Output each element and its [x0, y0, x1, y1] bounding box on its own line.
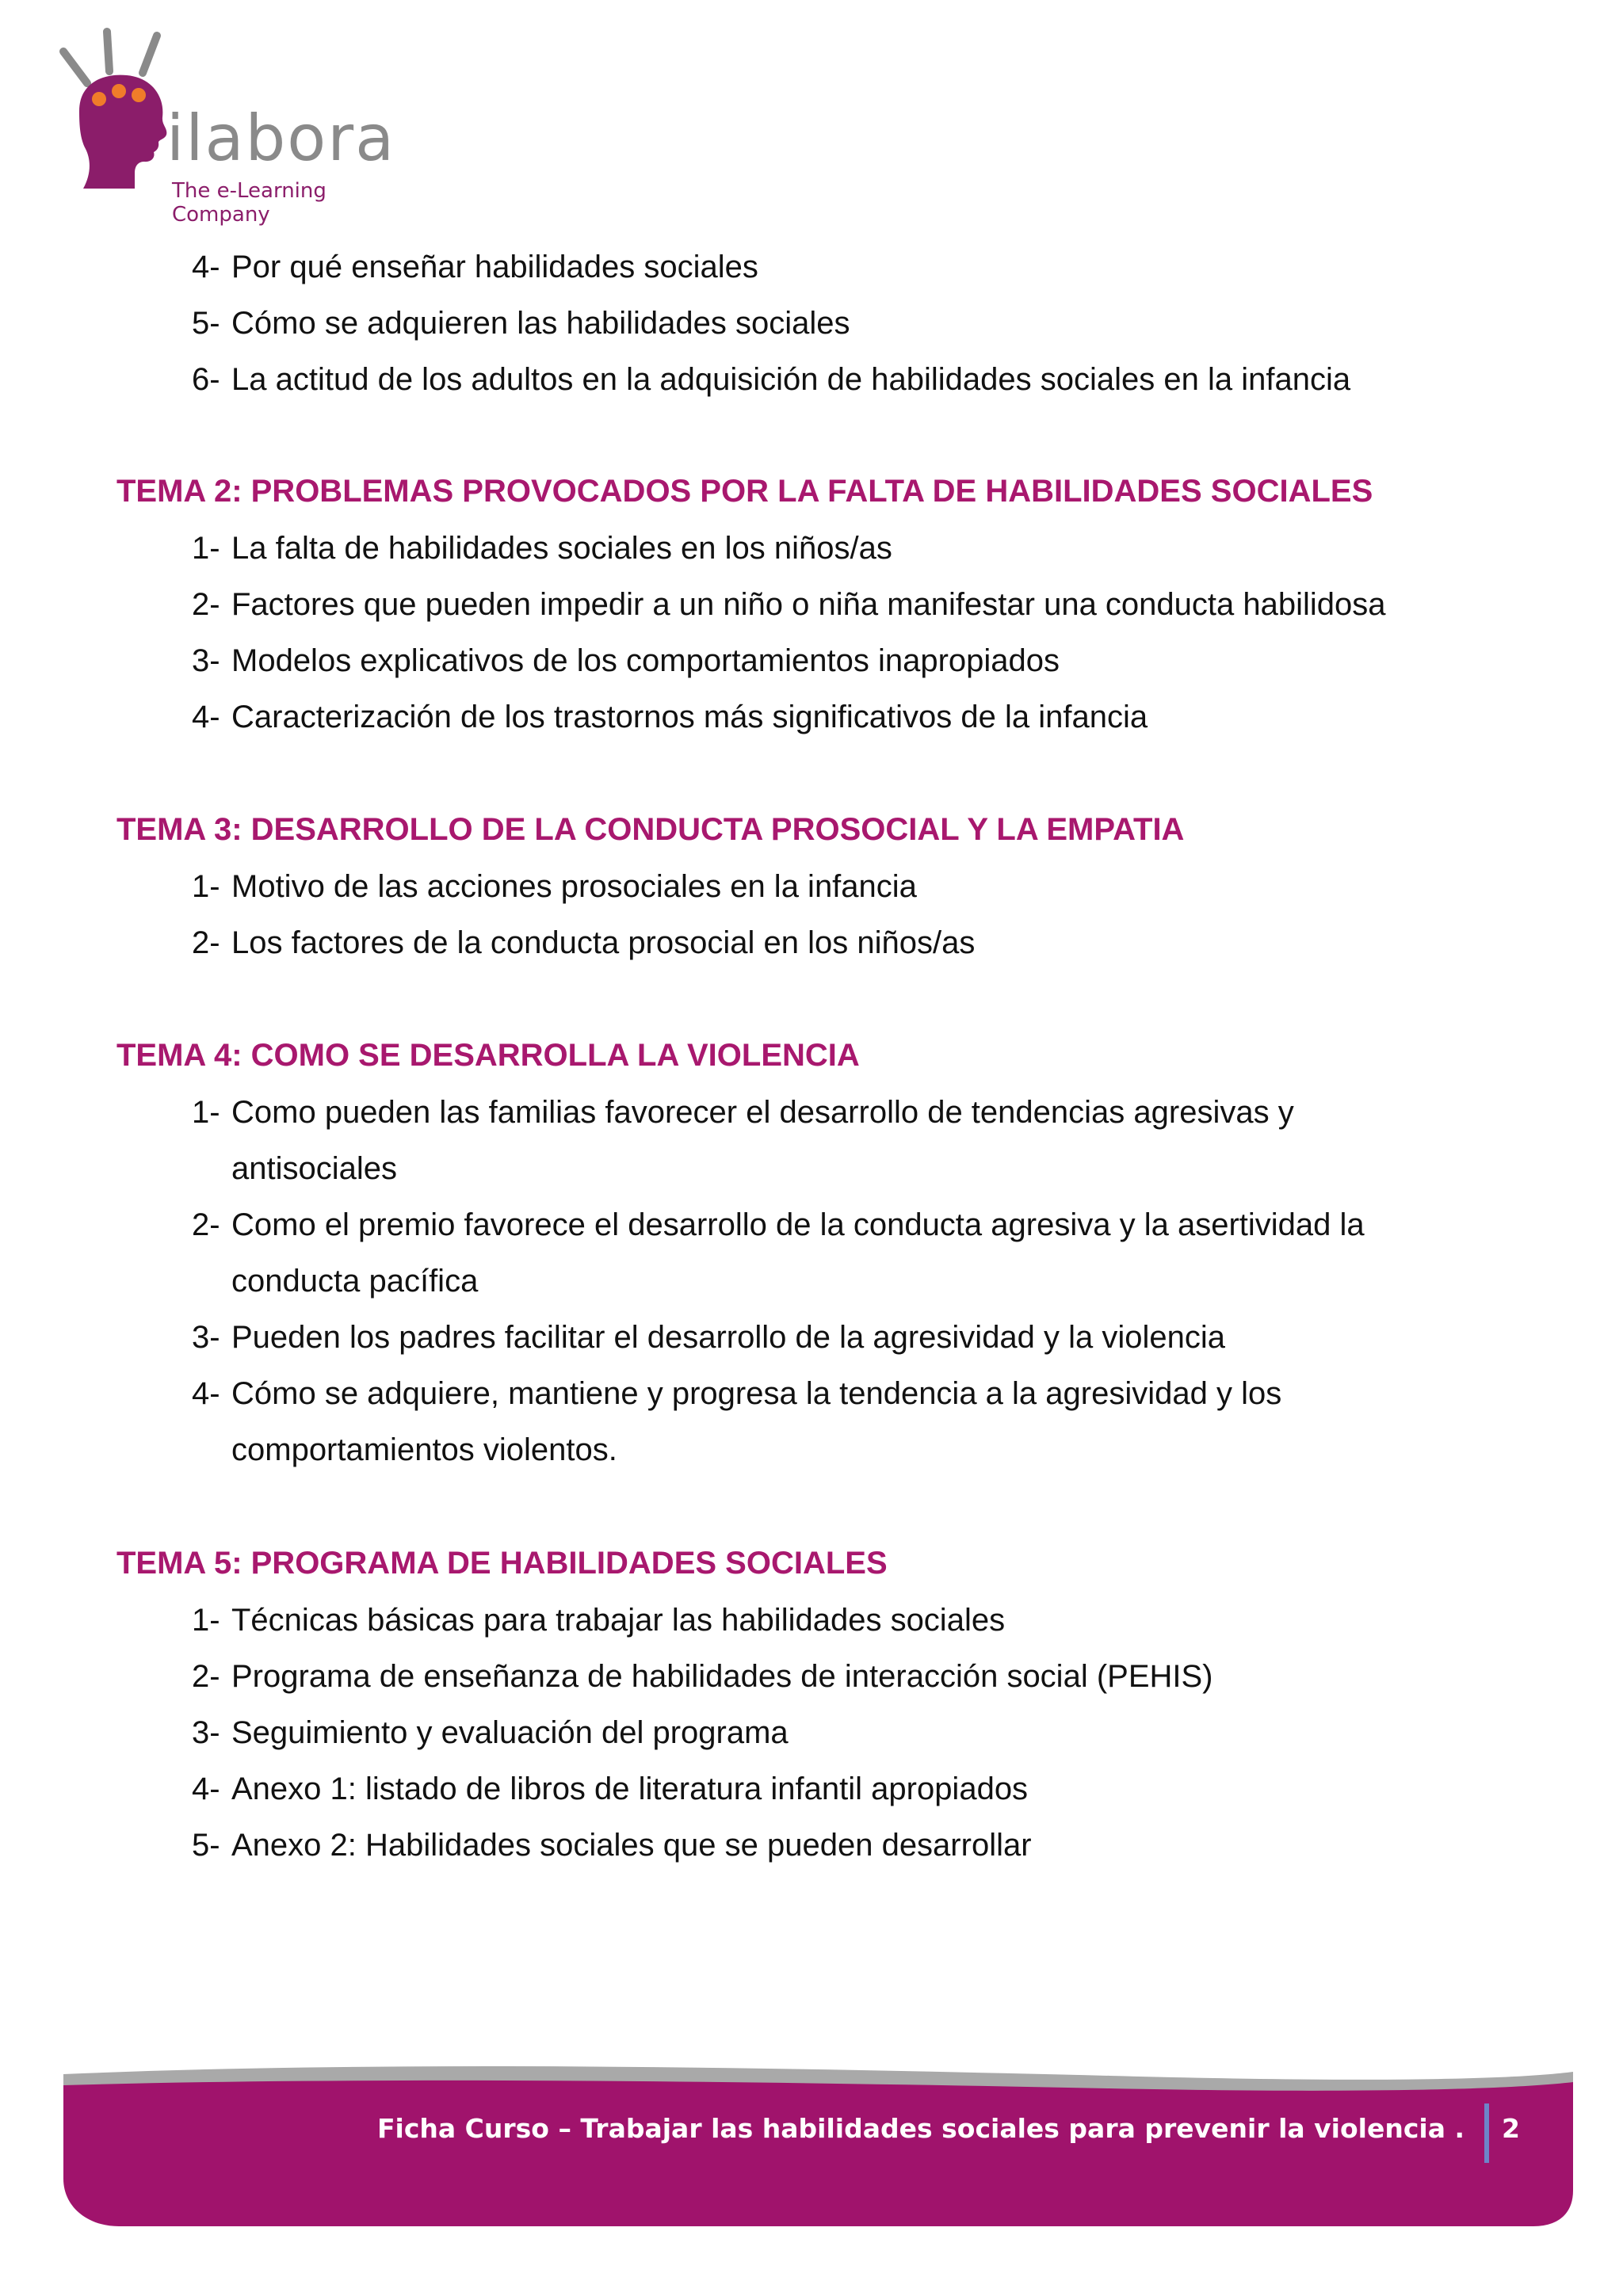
logo-wordmark: ilabora: [166, 101, 396, 175]
list-item: [192, 859, 917, 915]
list-item: [192, 1705, 789, 1761]
item-text: Anexo 1: listado de libros de literatura infantil apropiados: [231, 1772, 1029, 1806]
item-text: Cómo se adquieren las habilidades sociales: [231, 306, 850, 341]
item-text: Como el premio favorece el desarrollo de la conducta agresiva y la asertividad la conducta pacífica: [231, 1207, 1365, 1299]
item-text: Caracterización de los trastornos más significativos de la infancia: [231, 700, 1148, 734]
item-number: 4-: [192, 250, 220, 284]
list-item: [192, 1817, 1032, 1874]
item-number: 2-: [192, 925, 220, 960]
item-text: La falta de habilidades sociales en los niños/as: [231, 531, 892, 566]
list-item: [192, 1761, 1028, 1817]
item-text: Programa de enseñanza de habilidades de interacción social (PEHIS): [231, 1659, 1213, 1694]
item-number: 4-: [192, 1772, 220, 1806]
footer-title: Ficha Curso – Trabajar las habilidades sociales para prevenir la violencia .: [376, 2113, 1465, 2144]
list-item: [192, 239, 758, 296]
list-item: [192, 577, 1386, 633]
ilabora-logo: [55, 24, 420, 227]
list-item: [192, 1649, 1213, 1705]
list-item: [192, 915, 975, 971]
item-number: 4-: [192, 700, 220, 734]
section-heading: TEMA 5: PROGRAMA DE HABILIDADES SOCIALES: [116, 1546, 888, 1581]
list-item: [192, 1592, 1005, 1649]
list-item: [192, 1197, 1468, 1310]
section-heading: TEMA 3: DESARROLLO DE LA CONDUCTA PROSOCIAL Y LA EMPATIA: [116, 812, 1185, 847]
section-heading: TEMA 2: PROBLEMAS PROVOCADOS POR LA FALTA DE HABILIDADES SOCIALES: [116, 474, 1373, 509]
item-number: 3-: [192, 1715, 220, 1750]
item-number: 3-: [192, 643, 220, 678]
footer-separator: [1484, 2103, 1489, 2163]
item-number: 1-: [192, 869, 220, 904]
item-text: Cómo se adquiere, mantiene y progresa la tendencia a la agresividad y los comportamientos violentos.: [231, 1376, 1282, 1467]
item-number: 2-: [192, 1659, 220, 1694]
item-text: Anexo 2: Habilidades sociales que se pueden desarrollar: [231, 1828, 1032, 1863]
item-number: 1-: [192, 531, 220, 566]
item-number: 2-: [192, 1207, 220, 1242]
section-heading: TEMA 4: COMO SE DESARROLLA LA VIOLENCIA: [116, 1038, 860, 1073]
item-text: Técnicas básicas para trabajar las habilidades sociales: [231, 1603, 1006, 1638]
list-item: [192, 1085, 1468, 1197]
item-number: 5-: [192, 306, 220, 341]
list-item: [192, 521, 892, 577]
item-text: Los factores de la conducta prosocial en los niños/as: [231, 925, 976, 960]
item-number: 1-: [192, 1603, 220, 1638]
list-item: [192, 352, 1350, 408]
list-item: [192, 296, 850, 352]
item-text: Motivo de las acciones prosociales en la infancia: [231, 869, 917, 904]
logo-tagline: The e-Learning Company: [172, 179, 327, 227]
item-number: 6-: [192, 362, 220, 397]
item-text: Seguimiento y evaluación del programa: [231, 1715, 789, 1750]
item-text: Modelos explicativos de los comportamientos inapropiados: [231, 643, 1060, 678]
item-text: Por qué enseñar habilidades sociales: [231, 250, 758, 284]
list-item: [192, 689, 1148, 746]
item-number: 4-: [192, 1376, 220, 1411]
list-item: [192, 1310, 1225, 1366]
page-number: 2: [1502, 2113, 1520, 2144]
item-text: Factores que pueden impedir a un niño o niña manifestar una conducta habilidosa: [231, 587, 1386, 622]
item-text: La actitud de los adultos en la adquisición de habilidades sociales en la infancia: [231, 362, 1351, 397]
item-number: 2-: [192, 587, 220, 622]
item-number: 1-: [192, 1095, 220, 1130]
list-item: [192, 633, 1060, 689]
item-text: Pueden los padres facilitar el desarrollo de la agresividad y la violencia: [231, 1320, 1226, 1355]
item-number: 3-: [192, 1320, 220, 1355]
list-item: [192, 1366, 1468, 1478]
item-number: 5-: [192, 1828, 220, 1863]
item-text: Como pueden las familias favorecer el desarrollo de tendencias agresivas y antisociales: [231, 1095, 1294, 1186]
footer-banner: [0, 2052, 1623, 2242]
